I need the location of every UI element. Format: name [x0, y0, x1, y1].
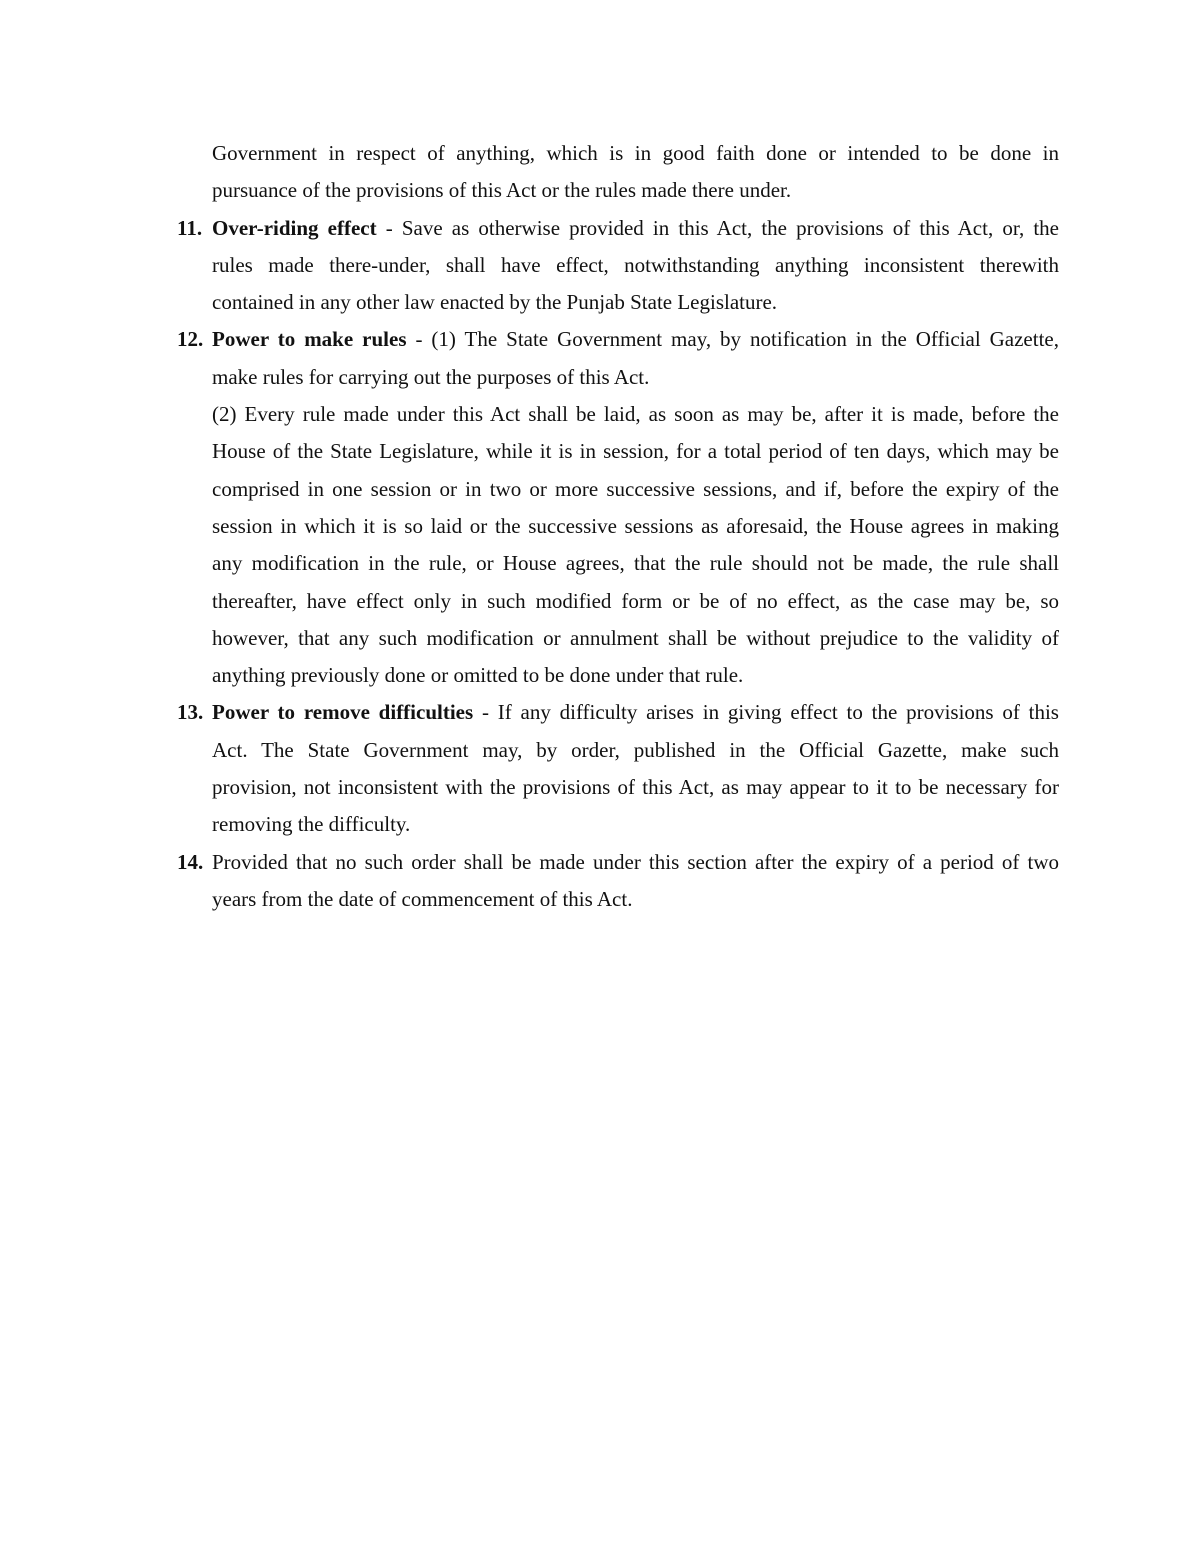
- text-line: Provided that no such order shall be made under this section after the expiry of a period of two: [212, 849, 1059, 874]
- section-heading: Power to make rules: [212, 327, 407, 352]
- text-line: [212, 321, 1059, 358]
- text-line: (2) Every rule made under this Act shall be laid, as soon as may be, after it is made, before the: [212, 402, 1059, 427]
- text-line: [212, 210, 1059, 247]
- text-line: session in which it is so laid or the successive sessions as aforesaid, the House agrees in making: [212, 513, 1059, 538]
- section-11: [177, 210, 1060, 322]
- text-span: - Save as otherwise provided in this Act, the provisions of this Act, or, the: [376, 215, 1060, 240]
- text-line: thereafter, have effect only in such modified form or be of no effect, as the case may be, so: [212, 588, 1059, 613]
- text-span: - (1) The State Government may, by notification in the Official Gazette,: [406, 327, 1059, 352]
- section-number: 12.: [177, 327, 204, 352]
- text-line: pursuance of the provisions of this Act or the rules made there under.: [212, 178, 792, 203]
- text-line: Act. The State Government may, by order, published in the Official Gazette, make such: [212, 737, 1059, 762]
- section-14: [177, 844, 1059, 919]
- text-line: [212, 694, 1059, 731]
- section-number: 13.: [177, 700, 204, 725]
- text-line: Government in respect of anything, which is in good faith done or intended to be done in: [212, 141, 1059, 165]
- text-line: contained in any other law enacted by the Punjab State Legislature.: [212, 290, 778, 315]
- text-line: anything previously done or omitted to be done under that rule.: [212, 663, 744, 688]
- document-body: [177, 135, 1060, 918]
- text-line: provision, not inconsistent with the provisions of this Act, as may appear to it to be necessary for: [212, 775, 1059, 800]
- text-line: House of the State Legislature, while it is in session, for a total period of ten days, which may be: [212, 439, 1059, 464]
- text-line: make rules for carrying out the purposes of this Act.: [212, 364, 650, 389]
- section-12: [177, 321, 1059, 694]
- text-line: any modification in the rule, or House agrees, that the rule should not be made, the rule shall: [212, 551, 1059, 576]
- text-line: rules made there-under, shall have effect, notwithstanding anything inconsistent therewith: [212, 252, 1059, 277]
- section-heading: Power to remove difficulties: [212, 700, 474, 725]
- text-span: - If any difficulty arises in giving effect to the provisions of this: [473, 700, 1059, 725]
- text-line: removing the difficulty.: [212, 812, 411, 837]
- section-number: 11.: [177, 215, 203, 240]
- section-number: 14.: [177, 849, 204, 874]
- text-line: years from the date of commencement of this Act.: [212, 886, 633, 911]
- intro-paragraph: [212, 135, 1059, 210]
- section-13: [177, 694, 1059, 843]
- text-line: comprised in one session or in two or more successive sessions, and if, before the expiry of the: [212, 476, 1059, 501]
- text-line: however, that any such modification or annulment shall be without prejudice to the validity of: [212, 625, 1059, 650]
- section-heading: Over-riding effect: [212, 215, 377, 240]
